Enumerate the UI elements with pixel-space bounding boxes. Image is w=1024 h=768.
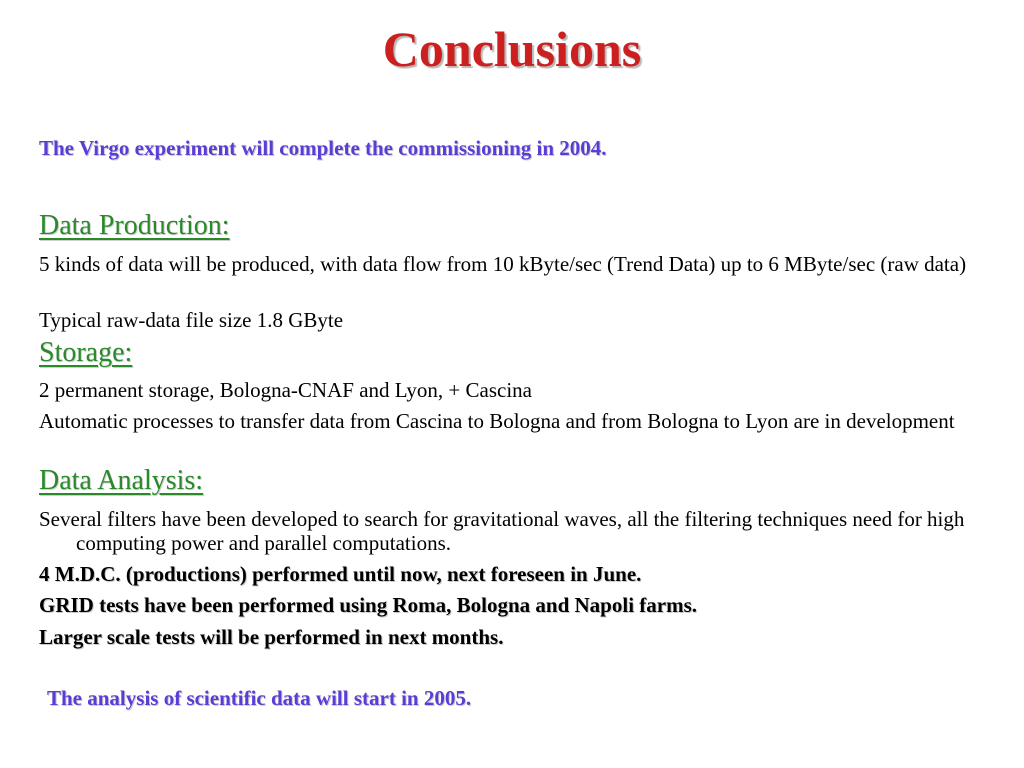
section-heading-storage: Storage:	[39, 337, 133, 368]
production-item-data-kinds: 5 kinds of data will be produced, with data flow from 10 kByte/sec (Trend Data) up to 6 MByte/sec (raw data)	[39, 252, 967, 276]
intro-statement: The Virgo experiment will complete the commissioning in 2004.	[39, 136, 607, 160]
section-heading-data-analysis: Data Analysis:	[39, 465, 204, 496]
analysis-item-mdc: 4 M.D.C. (productions) performed until now, next foreseen in June.	[39, 562, 642, 586]
slide-title: Conclusions	[382, 21, 642, 77]
storage-item-permanent: 2 permanent storage, Bologna-CNAF and Lyon, + Cascina	[39, 378, 532, 402]
storage-item-transfer: Automatic processes to transfer data from Cascina to Bologna and from Bologna to Lyon are in development	[39, 409, 955, 433]
section-heading-data-production: Data Production:	[39, 210, 230, 241]
analysis-item-grid-tests: GRID tests have been performed using Roma, Bologna and Napoli farms.	[39, 593, 698, 617]
production-item-file-size: Typical raw-data file size 1.8 GByte	[39, 308, 344, 332]
analysis-item-filters: Several filters have been developed to search for gravitational waves, all the filtering techniques need for high computing power and parallel computations.	[39, 507, 965, 555]
closing-statement: The analysis of scientific data will start in 2005.	[47, 686, 472, 710]
analysis-item-larger-tests: Larger scale tests will be performed in next months.	[39, 625, 504, 649]
